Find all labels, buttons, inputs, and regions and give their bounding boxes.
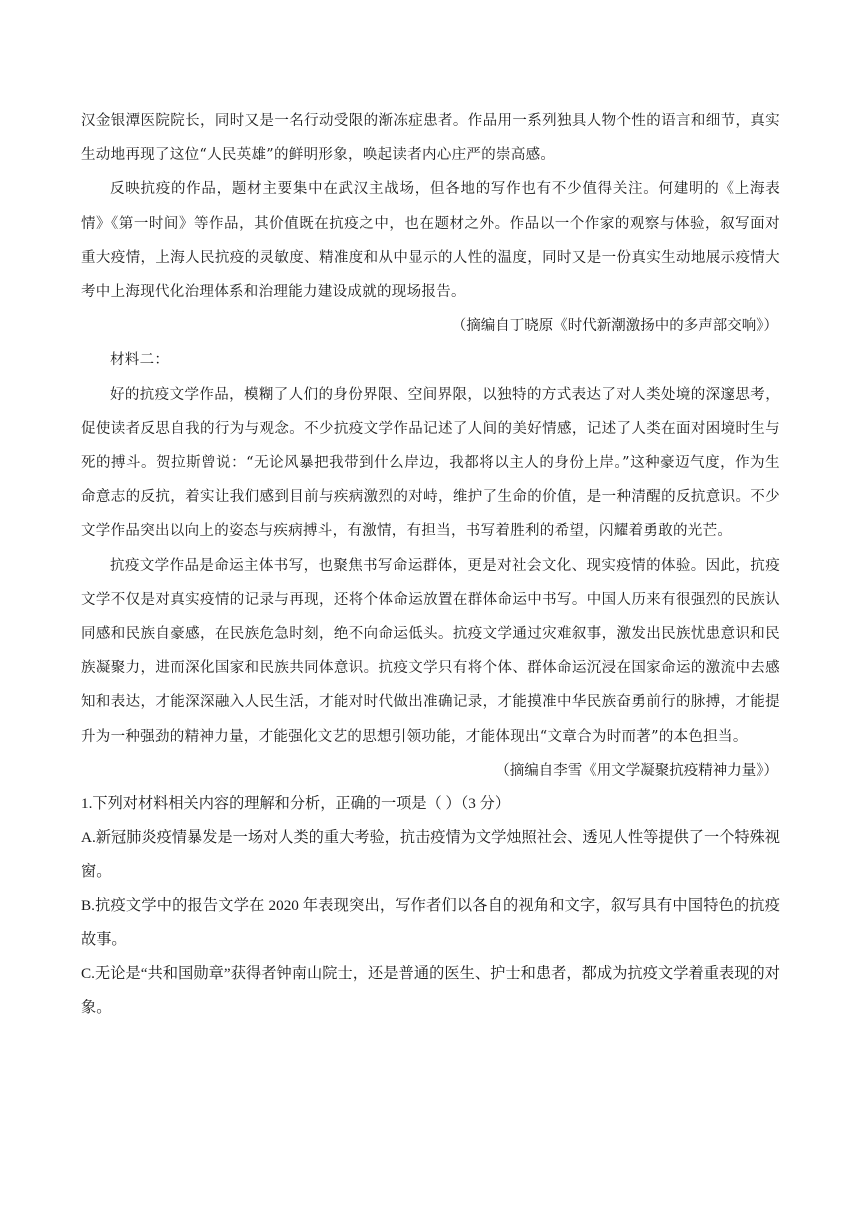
question-option-a[interactable]: A.新冠肺炎疫情暴发是一场对人类的重大考验，抗击疫情为文学烛照社会、透见人性等提供了一个特殊视窗。 <box>81 829 780 881</box>
material-two-source: （摘编自李雪《用文学凝聚抗疫精神力量》） <box>495 762 778 779</box>
material-two-heading: 材料二： <box>110 352 170 369</box>
material-one-source: （摘编自丁晓原《时代新潮激扬中的多声部交响》） <box>451 318 778 335</box>
question-option-b[interactable]: B.抗疫文学中的报告文学在 2020 年表现突出，写作者们以各自的视角和文字，叙写具有中国特色的抗疫故事。 <box>81 897 780 949</box>
question-stem: 1.下列对材料相关内容的理解和分析，正确的一项是（ ）（3 分） <box>81 795 511 813</box>
material-one-paragraph-2: 反映抗疫的作品，题材主要集中在武汉主战场，但各地的写作也有不少值得关注。何建明的《上海表情》《第一时间》等作品，其价值既在抗疫之中，也在题材之外。作品以一个作家的观察与体验，叙写面对重大疫情，上海人民抗疫的灵敏度、精准度和从中显示的人性的温度，同时又是一份真实生动地展示疫情大考中上海现代化治理体系和治理能力建设成就的现场报告。 <box>81 181 780 301</box>
material-one-paragraph-1: 汉金银潭医院院长，同时又是一名行动受限的渐冻症患者。作品用一系列独具人物个性的语言和细节，真实生动地再现了这位“人民英雄”的鲜明形象，唤起读者内心庄严的崇高感。 <box>81 113 780 164</box>
material-two-paragraph-2: 抗疫文学作品是命运主体书写，也聚焦书写命运群体，更是对社会文化、现实疫情的体验。因此，抗疫文学不仅是对真实疫情的记录与再现，还将个体命运放置在群体命运中书写。中国人历来有很强烈的民族认同感和民族自豪感，在民族危急时刻，绝不向命运低头。抗疫文学通过灾难叙事，激发出民族忧患意识和民族凝聚力，进而深化国家和民族共同体意识。抗疫文学只有将个体、群体命运沉浸在国家命运的激流中去感知和表达，才能深深融入人民生活，才能对时代做出准确记录，才能摸准中华民族奋勇前行的脉搏，才能提升为一种强劲的精神力量，才能强化文艺的思想引领功能，才能体现出“文章合为时而著”的本色担当。 <box>81 557 780 745</box>
question-option-c[interactable]: C.无论是“共和国勋章”获得者钟南山院士，还是普通的医生、护士和患者，都成为抗疫文学着重表现的对象。 <box>81 965 780 1017</box>
material-two-paragraph-1: 好的抗疫文学作品，模糊了人们的身份界限、空间界限，以独特的方式表达了对人类处境的深邃思考，促使读者反思自我的行为与观念。不少抗疫文学作品记述了人间的美好情感，记述了人类在面对困境时生与死的搏斗。贺拉斯曾说：“无论风暴把我带到什么岸边，我都将以主人的身份上岸。”这种豪迈气度，作为生命意志的反抗，着实让我们感到目前与疾病激烈的对峙，维护了生命的价值，是一种清醒的反抗意识。不少文学作品突出以向上的姿态与疾病搏斗，有激情，有担当，书写着胜利的希望，闪耀着勇敢的光芒。 <box>81 386 780 540</box>
